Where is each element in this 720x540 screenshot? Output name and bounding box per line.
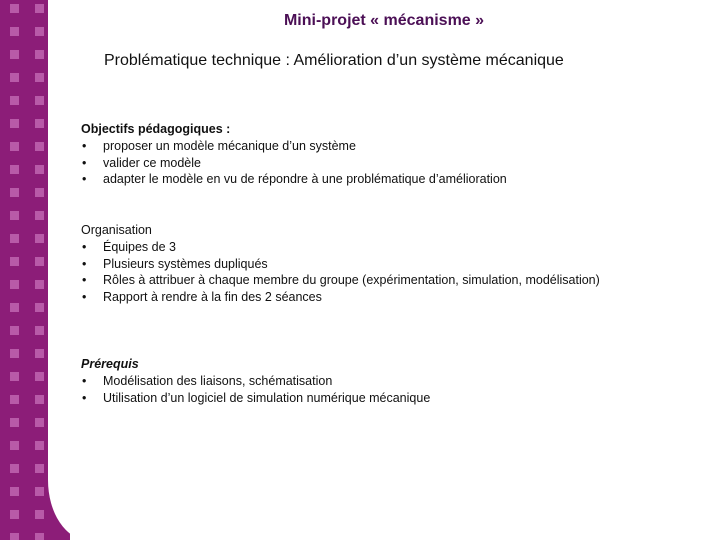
sidebar-square	[10, 280, 19, 289]
sidebar-square	[10, 50, 19, 59]
objectives-list	[81, 138, 507, 188]
sidebar-square	[35, 395, 44, 404]
sidebar-square	[35, 142, 44, 151]
sidebar-square	[10, 326, 19, 335]
decorative-sidebar	[0, 0, 70, 540]
list-item: • Équipes de 3	[81, 239, 601, 256]
slide-title: Mini-projet « mécanisme »	[283, 12, 485, 29]
objectives-section	[81, 121, 507, 188]
prerequisites-list	[81, 373, 430, 407]
sidebar-square	[10, 372, 19, 381]
sidebar-square	[10, 257, 19, 266]
sidebar-square	[10, 211, 19, 220]
sidebar-square	[35, 464, 44, 473]
sidebar-square	[35, 234, 44, 243]
sidebar-square	[35, 50, 44, 59]
sidebar-square	[35, 533, 44, 540]
sidebar-square	[10, 418, 19, 427]
organisation-heading: Organisation	[81, 223, 152, 237]
sidebar-square	[10, 533, 19, 540]
sidebar-square	[10, 96, 19, 105]
sidebar-curve	[48, 0, 70, 540]
sidebar-square	[35, 119, 44, 128]
sidebar-square	[35, 487, 44, 496]
sidebar-square	[35, 188, 44, 197]
slide-subtitle: Problématique technique : Amélioration d’un système mécanique	[104, 52, 564, 69]
sidebar-square	[10, 73, 19, 82]
organisation-section	[81, 222, 601, 306]
sidebar-square	[10, 441, 19, 450]
list-item: • Rôles à attribuer à chaque membre du groupe (expérimentation, simulation, modélisation)	[81, 272, 601, 289]
sidebar-square	[35, 349, 44, 358]
list-item: • Plusieurs systèmes dupliqués	[81, 256, 601, 273]
prerequisites-heading: Prérequis	[81, 357, 139, 371]
list-item: • valider ce modèle	[81, 155, 507, 172]
sidebar-square	[10, 142, 19, 151]
sidebar-square	[35, 418, 44, 427]
sidebar-square	[35, 257, 44, 266]
sidebar-square	[10, 188, 19, 197]
sidebar-square	[35, 96, 44, 105]
sidebar-square	[35, 372, 44, 381]
list-item: • proposer un modèle mécanique d’un système	[81, 138, 507, 155]
list-item: • Utilisation d’un logiciel de simulation numérique mécanique	[81, 390, 430, 407]
organisation-list	[81, 239, 601, 306]
sidebar-square	[35, 326, 44, 335]
sidebar-square	[35, 510, 44, 519]
sidebar-square	[35, 441, 44, 450]
sidebar-square	[35, 73, 44, 82]
sidebar-square	[35, 303, 44, 312]
sidebar-square	[10, 165, 19, 174]
prerequisites-section	[81, 356, 430, 406]
sidebar-square	[10, 303, 19, 312]
sidebar-square	[10, 395, 19, 404]
sidebar-square	[10, 464, 19, 473]
sidebar-square	[35, 165, 44, 174]
sidebar-square	[35, 280, 44, 289]
sidebar-square	[35, 211, 44, 220]
list-item: • adapter le modèle en vu de répondre à une problématique d’amélioration	[81, 171, 507, 188]
list-item: • Modélisation des liaisons, schématisation	[81, 373, 430, 390]
sidebar-square	[10, 510, 19, 519]
sidebar-square	[10, 487, 19, 496]
sidebar-square	[10, 119, 19, 128]
list-item: • Rapport à rendre à la fin des 2 séances	[81, 289, 601, 306]
sidebar-square	[10, 234, 19, 243]
sidebar-square	[10, 349, 19, 358]
objectives-heading: Objectifs pédagogiques :	[81, 122, 231, 136]
